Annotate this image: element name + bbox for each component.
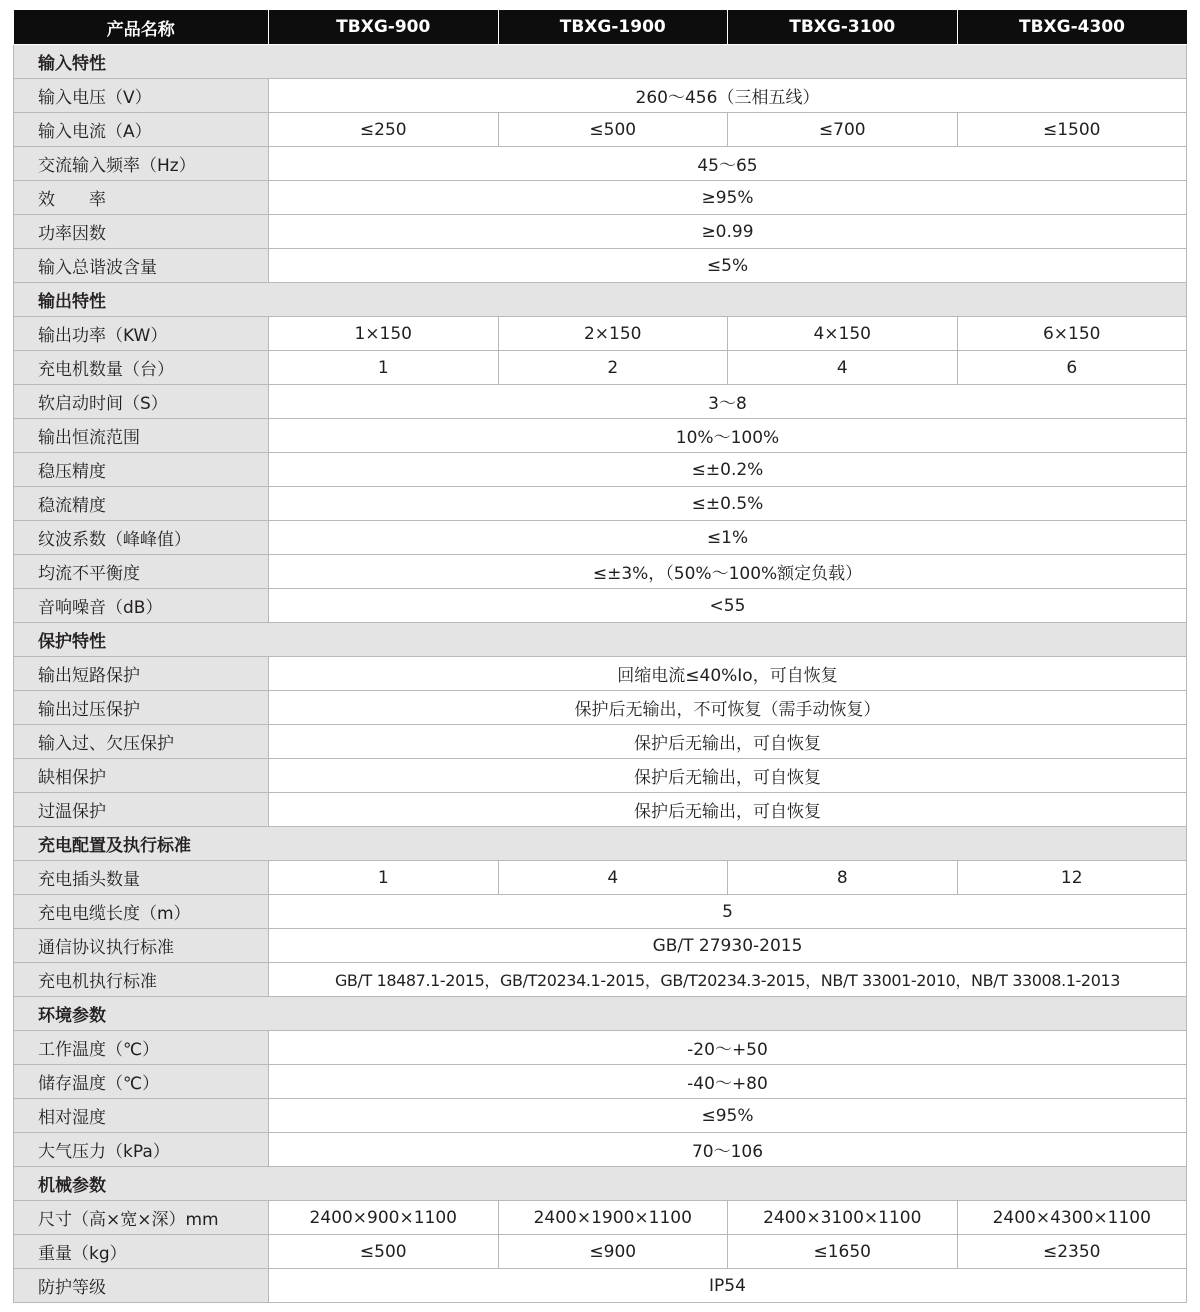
row-value: 2 <box>498 351 728 385</box>
row-value: GB/T 18487.1-2015，GB/T20234.1-2015，GB/T20234.3-2015，NB/T 33001-2010，NB/T 33008.1-2013 <box>269 963 1187 997</box>
row-value: 10%～100% <box>269 419 1187 453</box>
table-row <box>14 1031 1187 1065</box>
row-value: ≤700 <box>728 113 958 147</box>
row-label: 充电插头数量 <box>14 861 269 895</box>
table-row <box>14 657 1187 691</box>
row-value: ≤±0.5% <box>269 487 1187 521</box>
row-label: 输出短路保护 <box>14 657 269 691</box>
row-value: ≤±0.2% <box>269 453 1187 487</box>
row-value: 回缩电流≤40%Io，可自恢复 <box>269 657 1187 691</box>
section-title: 机械参数 <box>14 1167 1187 1201</box>
row-value: 3～8 <box>269 385 1187 419</box>
row-label: 充电机数量（台） <box>14 351 269 385</box>
row-label: 输出过压保护 <box>14 691 269 725</box>
table-row <box>14 1133 1187 1167</box>
header-model: TBXG-1900 <box>498 10 728 45</box>
spec-table <box>13 10 1187 1303</box>
table-row <box>14 1201 1187 1235</box>
spec-table-container <box>13 10 1186 1303</box>
table-row <box>14 589 1187 623</box>
row-label: 效 率 <box>14 181 269 215</box>
table-row <box>14 113 1187 147</box>
row-value: 保护后无输出，不可恢复（需手动恢复） <box>269 691 1187 725</box>
row-value: 8 <box>728 861 958 895</box>
row-label: 充电机执行标准 <box>14 963 269 997</box>
section-header-row <box>14 283 1187 317</box>
table-row <box>14 385 1187 419</box>
row-value: ≤2350 <box>957 1235 1187 1269</box>
table-row <box>14 521 1187 555</box>
row-label: 防护等级 <box>14 1269 269 1303</box>
row-label: 交流输入频率（Hz） <box>14 147 269 181</box>
section-header-row <box>14 623 1187 657</box>
row-value: ≤95% <box>269 1099 1187 1133</box>
header-model: TBXG-3100 <box>728 10 958 45</box>
row-value: -40～+80 <box>269 1065 1187 1099</box>
row-value: 2400×4300×1100 <box>957 1201 1187 1235</box>
row-label: 输出恒流范围 <box>14 419 269 453</box>
header-row <box>14 10 1187 45</box>
row-label: 稳压精度 <box>14 453 269 487</box>
row-value: ≤1% <box>269 521 1187 555</box>
section-header-row <box>14 45 1187 79</box>
row-value: 保护后无输出，可自恢复 <box>269 793 1187 827</box>
row-label: 纹波系数（峰峰值） <box>14 521 269 555</box>
row-value: ≤500 <box>498 113 728 147</box>
row-value: ≥95% <box>269 181 1187 215</box>
table-row <box>14 181 1187 215</box>
row-label: 大气压力（kPa） <box>14 1133 269 1167</box>
row-value: ≤900 <box>498 1235 728 1269</box>
row-label: 通信协议执行标准 <box>14 929 269 963</box>
row-value: 1 <box>269 351 499 385</box>
row-label: 音响噪音（dB） <box>14 589 269 623</box>
table-row <box>14 419 1187 453</box>
row-value: ≥0.99 <box>269 215 1187 249</box>
row-value: ≤500 <box>269 1235 499 1269</box>
row-value: 1 <box>269 861 499 895</box>
table-row <box>14 929 1187 963</box>
row-value: 4×150 <box>728 317 958 351</box>
row-value: 6 <box>957 351 1187 385</box>
table-row <box>14 79 1187 113</box>
row-value: -20～+50 <box>269 1031 1187 1065</box>
table-row <box>14 895 1187 929</box>
table-row <box>14 691 1187 725</box>
row-value: IP54 <box>269 1269 1187 1303</box>
row-label: 过温保护 <box>14 793 269 827</box>
header-product-name: 产品名称 <box>14 10 269 45</box>
table-row <box>14 555 1187 589</box>
section-header-row <box>14 997 1187 1031</box>
section-header-row <box>14 1167 1187 1201</box>
table-row <box>14 215 1187 249</box>
row-label: 稳流精度 <box>14 487 269 521</box>
section-title: 输出特性 <box>14 283 1187 317</box>
row-label: 输入电压（V） <box>14 79 269 113</box>
row-label: 输入总谐波含量 <box>14 249 269 283</box>
section-title: 环境参数 <box>14 997 1187 1031</box>
row-value: ≤250 <box>269 113 499 147</box>
row-value: <55 <box>269 589 1187 623</box>
row-value: 保护后无输出，可自恢复 <box>269 725 1187 759</box>
row-label: 工作温度（℃） <box>14 1031 269 1065</box>
table-row <box>14 453 1187 487</box>
table-row <box>14 351 1187 385</box>
row-label: 输出功率（KW） <box>14 317 269 351</box>
row-label: 相对湿度 <box>14 1099 269 1133</box>
row-value: 12 <box>957 861 1187 895</box>
section-header-row <box>14 827 1187 861</box>
row-value: 保护后无输出，可自恢复 <box>269 759 1187 793</box>
table-row <box>14 487 1187 521</box>
table-row <box>14 963 1187 997</box>
table-row <box>14 1235 1187 1269</box>
row-label: 输入电流（A） <box>14 113 269 147</box>
table-row <box>14 793 1187 827</box>
row-value: 2400×900×1100 <box>269 1201 499 1235</box>
row-value: ≤5% <box>269 249 1187 283</box>
header-model: TBXG-900 <box>269 10 499 45</box>
row-value: 2400×3100×1100 <box>728 1201 958 1235</box>
row-value: 1×150 <box>269 317 499 351</box>
table-row <box>14 1065 1187 1099</box>
row-value: 260～456（三相五线） <box>269 79 1187 113</box>
row-label: 尺寸（高×宽×深）mm <box>14 1201 269 1235</box>
table-row <box>14 317 1187 351</box>
row-value: ≤±3%，（50%～100%额定负载） <box>269 555 1187 589</box>
row-value: 2400×1900×1100 <box>498 1201 728 1235</box>
section-title: 保护特性 <box>14 623 1187 657</box>
table-row <box>14 1269 1187 1303</box>
table-row <box>14 249 1187 283</box>
row-label: 储存温度（℃） <box>14 1065 269 1099</box>
row-label: 充电电缆长度（m） <box>14 895 269 929</box>
row-label: 缺相保护 <box>14 759 269 793</box>
section-title: 充电配置及执行标准 <box>14 827 1187 861</box>
table-row <box>14 147 1187 181</box>
row-value: 2×150 <box>498 317 728 351</box>
row-value: ≤1500 <box>957 113 1187 147</box>
section-title: 输入特性 <box>14 45 1187 79</box>
row-label: 输入过、欠压保护 <box>14 725 269 759</box>
row-label: 重量（kg） <box>14 1235 269 1269</box>
header-model: TBXG-4300 <box>957 10 1187 45</box>
row-value: ≤1650 <box>728 1235 958 1269</box>
table-row <box>14 725 1187 759</box>
row-value: GB/T 27930-2015 <box>269 929 1187 963</box>
row-value: 4 <box>728 351 958 385</box>
row-value: 4 <box>498 861 728 895</box>
row-label: 功率因数 <box>14 215 269 249</box>
row-value: 45～65 <box>269 147 1187 181</box>
spec-table-body <box>14 45 1187 1303</box>
table-row <box>14 1099 1187 1133</box>
table-row <box>14 759 1187 793</box>
row-label: 软启动时间（S） <box>14 385 269 419</box>
row-value: 70～106 <box>269 1133 1187 1167</box>
row-label: 均流不平衡度 <box>14 555 269 589</box>
row-value: 5 <box>269 895 1187 929</box>
table-row <box>14 861 1187 895</box>
row-value: 6×150 <box>957 317 1187 351</box>
